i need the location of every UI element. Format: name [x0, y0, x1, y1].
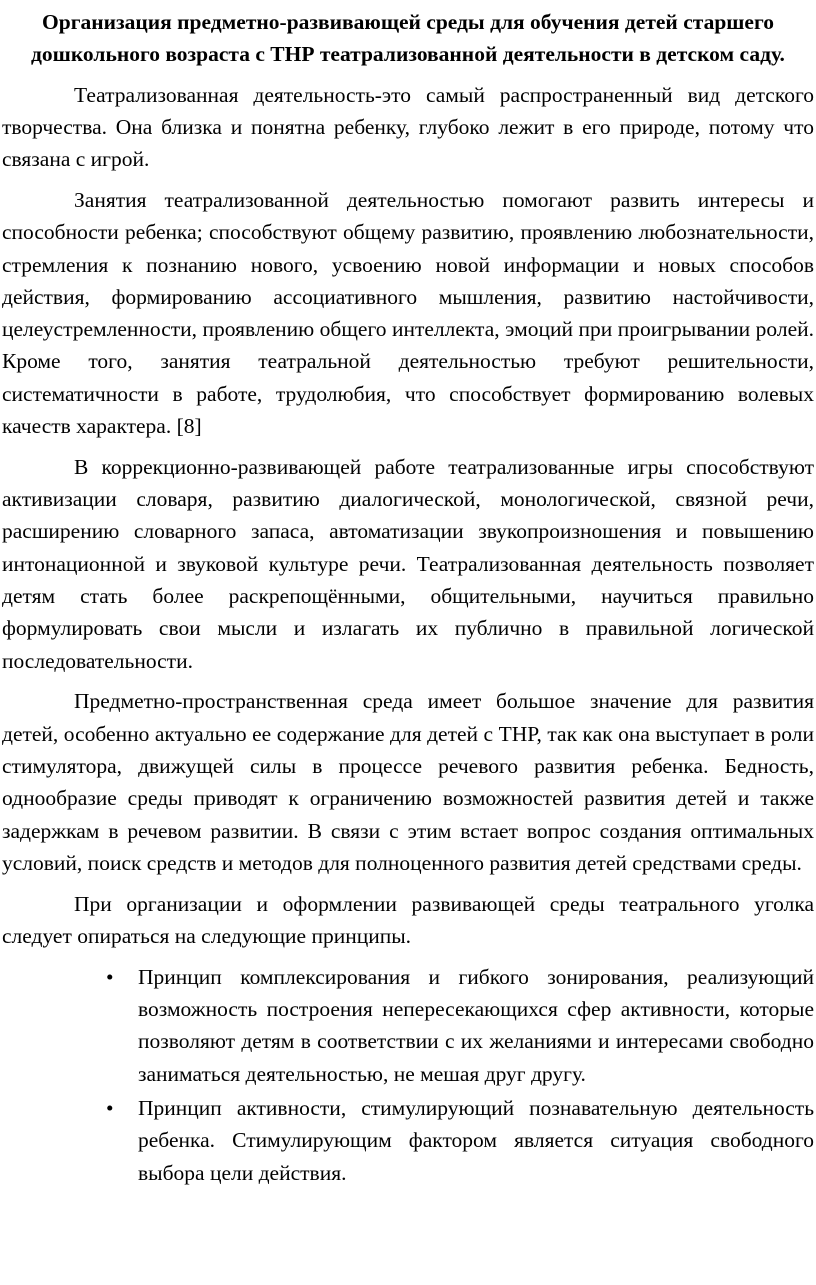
bullet-icon: • [106, 1096, 114, 1120]
principles-list [2, 961, 814, 1189]
paragraph-2: Занятия театрализованной деятельностью помогают развить интересы и способности ребенка; способствуют общему развитию, проявлению любознательности, стремления к познанию нового, усвоению новой информации и новых способов действия, формированию ассоциативного мышления, развитию настойчивости, целеустремленности, проявлению общего интеллекта, эмоций при проигрывании ролей. Кроме того, занятия театральной деятельностью требуют решительности, систематичности в работе, трудолюбия, что способствует формированию волевых качеств характера. [8] [2, 187, 814, 439]
paragraph-1: Театрализованная деятельность-это самый распространенный вид детского творчества. Она близка и понятна ребенку, глубоко лежит в его природе, потому что связана с игрой. [2, 82, 814, 172]
paragraph-5: При организации и оформлении развивающей среды театрального уголка следует опираться на следующие принципы. [2, 891, 814, 949]
principle-text: Принцип активности, стимулирующий познавательную деятельность ребенка. Стимулирующим фактором является ситуация свободного выбора цели действия. [138, 1096, 814, 1185]
list-item [106, 1092, 814, 1189]
paragraph-3: В коррекционно-развивающей работе театрализованные игры способствуют активизации словаря, развитию диалогической, монологической, связной речи, расширению словарного запаса, автоматизации звукопроизношения и повышению интонационной и звуковой культуре речи. Театрализованная деятельность позволяет детям стать более раскрепощёнными, общительными, научиться правильно формулировать свои мысли и излагать их публично в правильной логической последовательности. [2, 454, 814, 673]
bullet-icon: • [106, 964, 114, 989]
list-item [106, 961, 814, 1090]
paragraph-4: Предметно-пространственная среда имеет большое значение для развития детей, особенно актуально ее содержание для детей с ТНР, так как она выступает в роли стимулятора, движущей силы в процессе речевого развития ребенка. Бедность, однообразие среды приводят к ограничению возможностей развития детей и также задержкам в речевом развитии. В связи с этим встает вопрос создания оптимальных условий, поиск средств и методов для полноценного развития детей средствами среды. [2, 689, 814, 875]
principle-text: Принцип комплексирования и гибкого зонирования, реализующий возможность построения непересекающихся сфер активности, которые позволяют детям в соответствии с их желаниями и интересами свободно заниматься деятельностью, не мешая друг другу. [138, 964, 814, 1086]
document-title: Организация предметно-развивающей среды для обучения детей старшего дошкольного возраста с ТНР театрализованной деятельности в детском саду. [31, 10, 785, 67]
